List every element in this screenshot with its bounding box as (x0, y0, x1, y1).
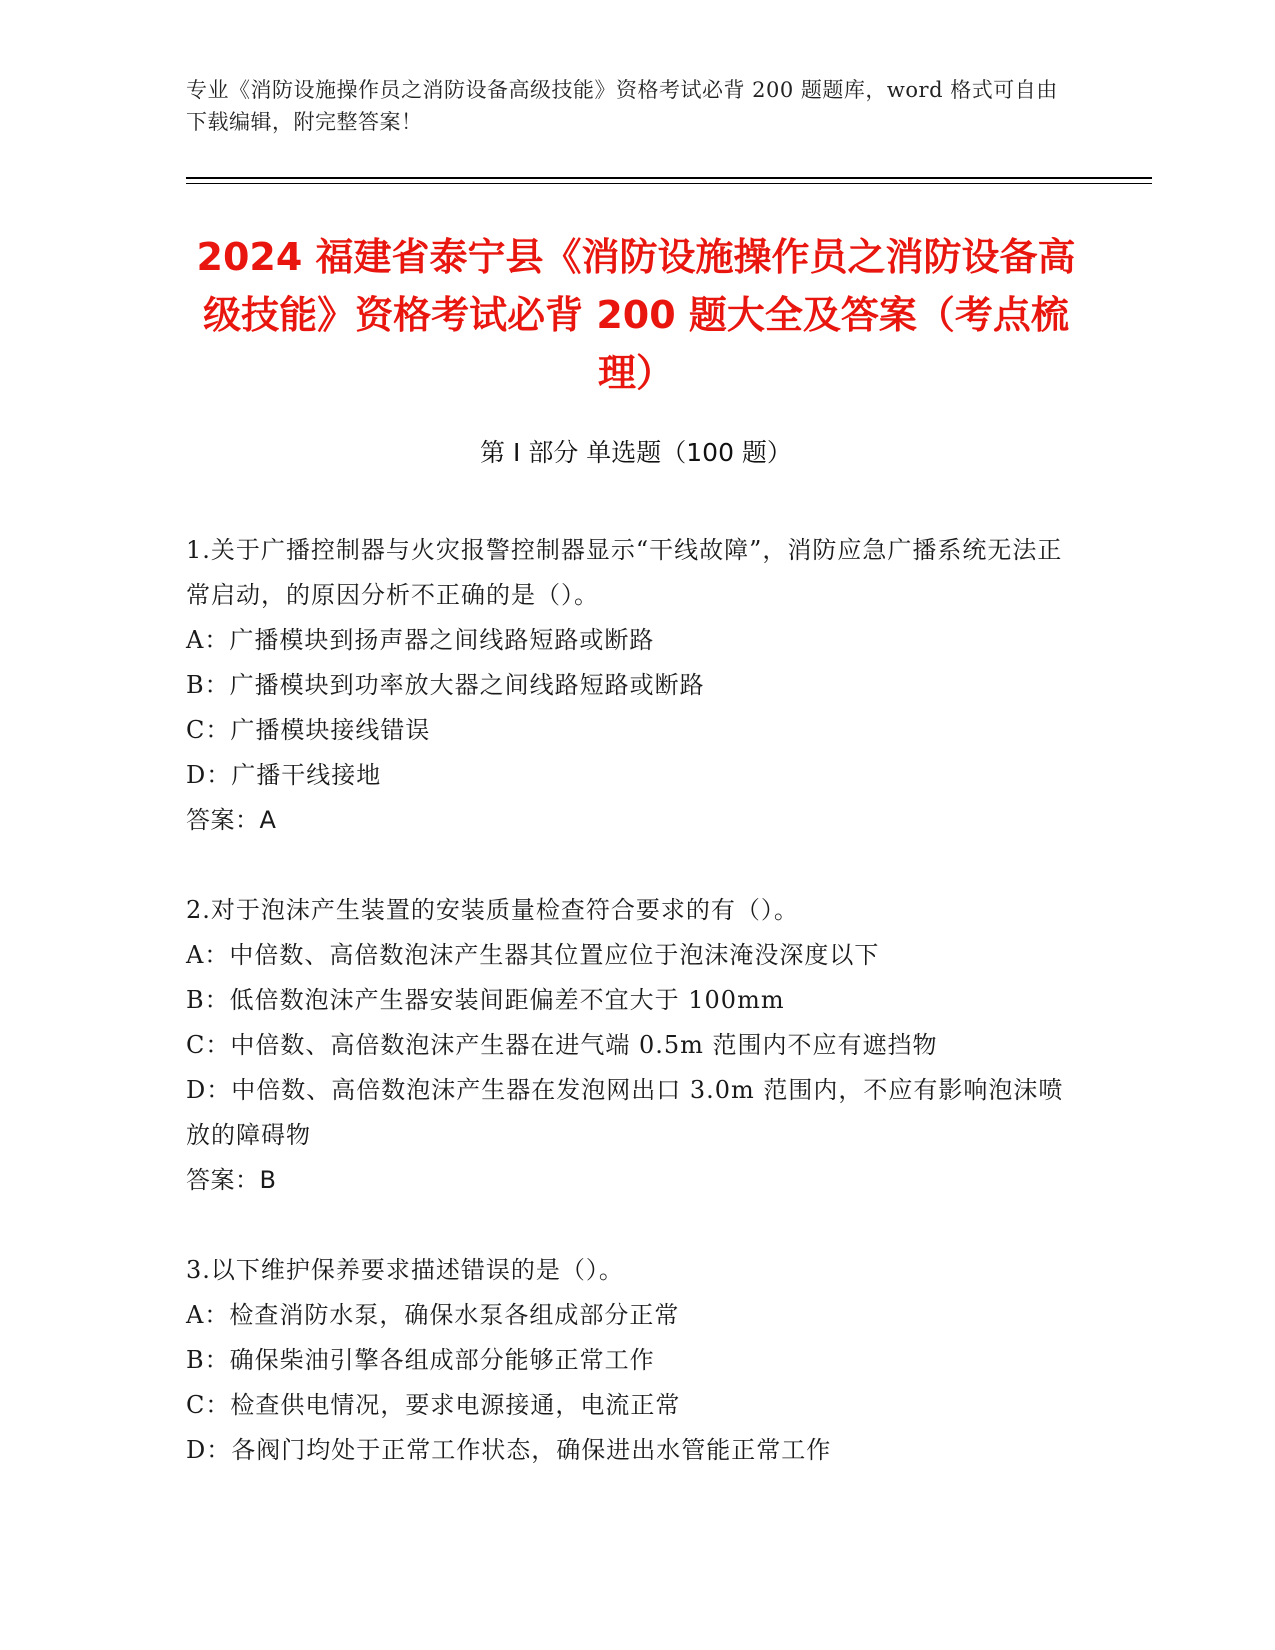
question-stem: 1.关于广播控制器与火灾报警控制器显示“干线故障”，消防应急广播系统无法正常启动，的原因分析不正确的是（）。 (186, 536, 1063, 609)
option-a: A：检查消防水泵，确保水泵各组成部分正常 (186, 1301, 680, 1329)
answer: 答案：B (186, 1166, 277, 1194)
option-c: C：中倍数、高倍数泡沫产生器在进气端 0.5m 范围内不应有遮挡物 (186, 1031, 938, 1059)
question-stem: 3.以下维护保养要求描述错误的是（）。 (186, 1256, 624, 1284)
option-a: A：中倍数、高倍数泡沫产生器其位置应位于泡沫淹没深度以下 (186, 941, 880, 969)
header-divider-thick (186, 177, 1152, 179)
question-2 (186, 888, 1066, 1203)
question-1 (186, 528, 1066, 843)
header-divider-thin (186, 183, 1152, 184)
option-c: C：广播模块接线错误 (186, 716, 431, 744)
question-stem: 2.对于泡沫产生装置的安装质量检查符合要求的有（）。 (186, 896, 799, 924)
option-a: A：广播模块到扬声器之间线路短路或断路 (186, 626, 655, 654)
option-d: D：中倍数、高倍数泡沫产生器在发泡网出口 3.0m 范围内，不应有影响泡沫喷放的障碍物 (186, 1076, 1064, 1149)
option-c: C：检查供电情况，要求电源接通，电流正常 (186, 1391, 681, 1419)
option-b: B：确保柴油引擎各组成部分能够正常工作 (186, 1346, 655, 1374)
question-3 (186, 1248, 1066, 1473)
question-list (186, 528, 1066, 1518)
section-heading: 第 I 部分 单选题（100 题） (480, 438, 792, 467)
option-d: D：各阀门均处于正常工作状态，确保进出水管能正常工作 (186, 1436, 832, 1464)
option-b: B：低倍数泡沫产生器安装间距偏差不宜大于 100mm (186, 986, 785, 1014)
option-d: D：广播干线接地 (186, 761, 382, 789)
option-b: B：广播模块到功率放大器之间线路短路或断路 (186, 671, 705, 699)
answer: 答案：A (186, 806, 277, 834)
document-title: 2024 福建省泰宁县《消防设施操作员之消防设备高级技能》资格考试必背 200 题大全及答案（考点梳理） (196, 235, 1076, 395)
header-note: 专业《消防设施操作员之消防设备高级技能》资格考试必背 200 题题库，word 格式可自由下载编辑，附完整答案！ (186, 78, 1058, 134)
